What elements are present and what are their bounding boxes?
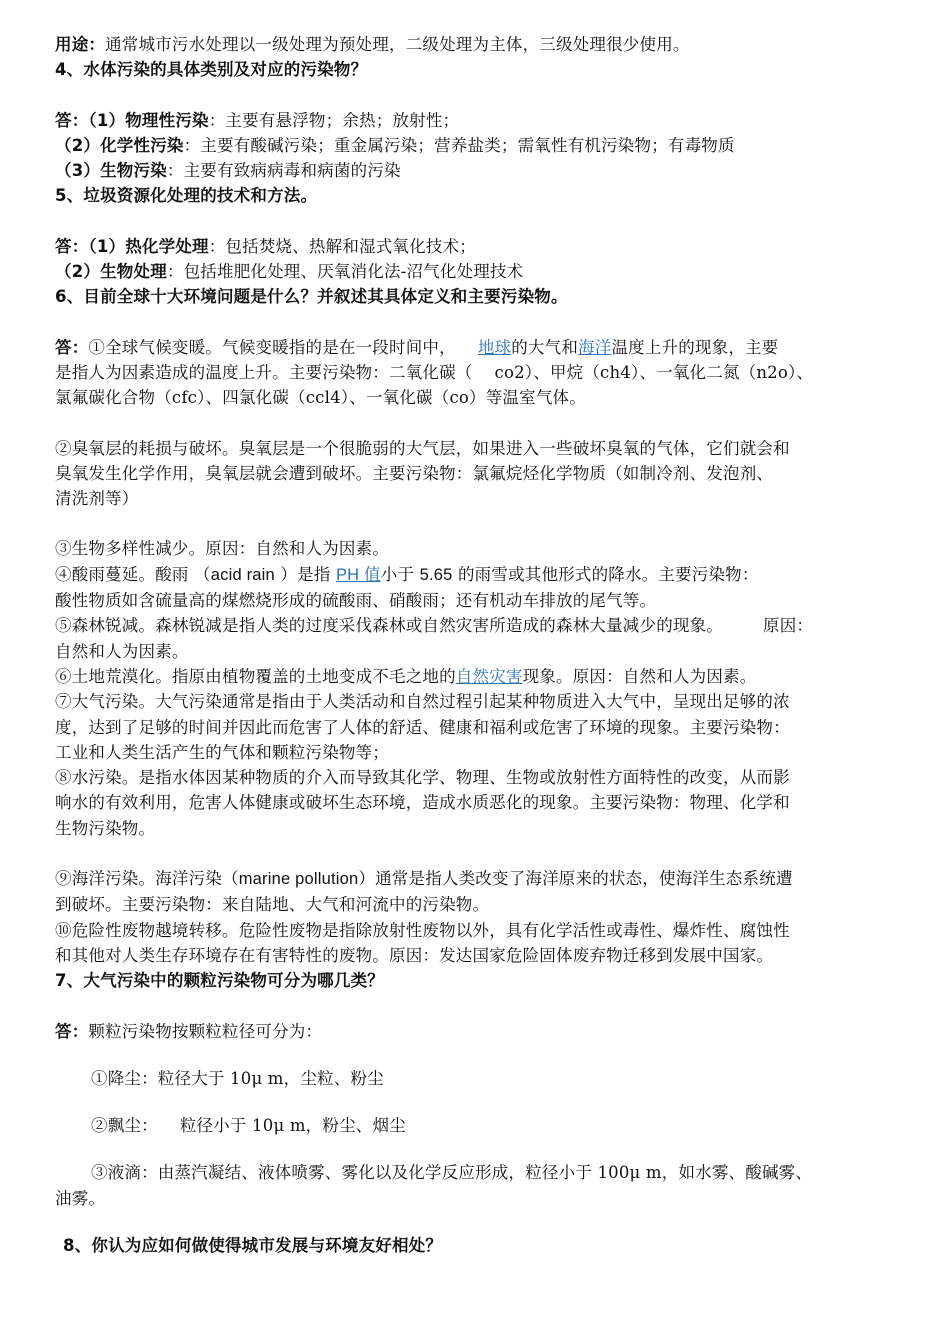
q5-answer-1: 答：（1）热化学处理：包括焚烧、热解和湿式氧化技术； bbox=[55, 236, 476, 256]
q7-answer-intro: 答：颗粒污染物按颗粒粒径可分为： bbox=[55, 1021, 323, 1041]
q6-item-4-line-1: ④酸雨蔓延。酸雨 （acid rain ）是指 PH 值小于 5.65 的雨雪或其他形式的降水。主要污染物： bbox=[55, 564, 759, 584]
q6-item-5-line-1: ⑤森林锐减。森林锐减是指人类的过度采伐森林或自然灾害所造成的森林大量减少的现象。 原因： bbox=[55, 616, 814, 636]
usage-text: 通常城市污水处理以一级处理为预处理，二级处理为主体，三级处理很少使用。 bbox=[105, 35, 690, 54]
q6-item-8-line-1: ⑧水污染。是指水体因某种物质的介入而导致其化学、物理、生物或放射性方面特性的改变，从而影 bbox=[55, 768, 790, 788]
q6-item-9-line-2: 到破坏。主要污染物：来自陆地、大气和河流中的污染物。 bbox=[55, 895, 490, 915]
q6-item-7-line-3: 工业和人类生活产生的气体和颗粒污染物等； bbox=[55, 742, 389, 762]
q6-item-6: ⑥土地荒漠化。指原由植物覆盖的土地变成不毛之地的自然灾害现象。原因：自然和人为因素。 bbox=[55, 666, 757, 686]
q6-item-4-line-2: 酸性物质如含硫量高的煤燃烧形成的硫酸雨、硝酸雨；还有机动车排放的尾气等。 bbox=[55, 591, 657, 611]
q4-answer-2: （2）化学性污染：主要有酸碱污染；重金属污染；营养盐类；需氧性有机污染物；有毒物质 bbox=[55, 135, 735, 155]
q6-item-1-line-2: 是指人为因素造成的温度上升。主要污染物：二氧化碳（ co2）、甲烷（ch4）、一氧化二氮（n2o）、 bbox=[55, 362, 814, 382]
q4-answer-1: 答：（1）物理性污染：主要有悬浮物；余热；放射性； bbox=[55, 110, 460, 130]
q6-item-1-line-1: 答：①全球气候变暖。气候变暖指的是在一段时间中， 地球的大气和海洋温度上升的现象，主要 bbox=[55, 337, 779, 357]
q7-item-3-line-2: 油雾。 bbox=[55, 1188, 106, 1208]
question-4-heading: 4、水体污染的具体类别及对应的污染物？ bbox=[55, 60, 368, 80]
q7-item-1: ①降尘：粒径大于 10μ m，尘粒、粉尘 bbox=[91, 1068, 384, 1088]
q6-item-1-line-3: 氯氟碳化合物（cfc）、四氯化碳（ccl4）、一氧化碳（co）等温室气体。 bbox=[55, 388, 586, 408]
q7-item-3-line-1: ③液滴：由蒸汽凝结、液体喷雾、雾化以及化学反应形成，粒径小于 100μ m，如水雾、酸碱雾、 bbox=[91, 1163, 813, 1183]
q6-item-2-line-2: 臭氧发生化学作用，臭氧层就会遭到破坏。主要污染物：氯氟烷烃化学物质（如制冷剂、发泡剂、 bbox=[55, 463, 774, 483]
q6-item-3: ③生物多样性减少。原因：自然和人为因素。 bbox=[55, 539, 389, 559]
document-page bbox=[55, 32, 900, 1258]
question-7-heading: 7、大气污染中的颗粒污染物可分为哪几类？ bbox=[55, 971, 384, 991]
q6-item-5-line-2: 自然和人为因素。 bbox=[55, 641, 189, 661]
q6-item-7-line-2: 度，达到了足够的时间并因此而危害了人体的舒适、健康和福利或危害了环境的现象。主要污染物： bbox=[55, 717, 790, 737]
q6-item-2-line-3: 清洗剂等） bbox=[55, 489, 139, 509]
question-8-heading: 8、你认为应如何做使得城市发展与环境友好相处？ bbox=[63, 1235, 443, 1255]
link-natural-disaster[interactable]: 自然灾害 bbox=[455, 666, 523, 686]
q6-item-9-line-1: ⑨海洋污染。海洋污染（marine pollution）通常是指人类改变了海洋原来的状态，使海洋生态系统遭 bbox=[55, 869, 793, 889]
link-ph-value[interactable]: PH 值 bbox=[335, 565, 381, 584]
question-5-heading: 5、垃圾资源化处理的技术和方法。 bbox=[55, 186, 318, 206]
q6-item-8-line-2: 响水的有效利用，危害人体健康或破坏生态环境，造成水质恶化的现象。主要污染物：物理、化学和 bbox=[55, 793, 790, 813]
q4-answer-3: （3）生物污染：主要有致病病毒和病菌的污染 bbox=[55, 161, 401, 181]
link-earth[interactable]: 地球 bbox=[477, 337, 512, 357]
q6-item-7-line-1: ⑦大气污染。大气污染通常是指由于人类活动和自然过程引起某种物质进入大气中，呈现出足够的浓 bbox=[55, 692, 790, 712]
q6-item-10-line-1: ⑩危险性废物越境转移。危险性废物是指除放射性废物以外，具有化学活性或毒性、爆炸性、腐蚀性 bbox=[55, 920, 790, 940]
q5-answer-2: （2）生物处理：包括堆肥化处理、厌氧消化法-沼气化处理技术 bbox=[55, 262, 524, 282]
q6-item-8-line-3: 生物污染物。 bbox=[55, 818, 156, 838]
q6-item-2-line-1: ②臭氧层的耗损与破坏。臭氧层是一个很脆弱的大气层，如果进入一些破坏臭氧的气体，它们就会和 bbox=[55, 438, 790, 458]
q7-item-2: ②飘尘： 粒径小于 10μ m，粉尘、烟尘 bbox=[91, 1116, 406, 1136]
q6-item-10-line-2: 和其他对人类生存环境存在有害特性的废物。原因：发达国家危险固体废弃物迁移到发展中国家。 bbox=[55, 945, 774, 965]
question-6-heading: 6、目前全球十大环境问题是什么？并叙述其具体定义和主要污染物。 bbox=[55, 287, 568, 307]
link-ocean[interactable]: 海洋 bbox=[578, 337, 612, 357]
usage-label: 用途： bbox=[55, 35, 106, 54]
usage-line bbox=[55, 32, 900, 57]
